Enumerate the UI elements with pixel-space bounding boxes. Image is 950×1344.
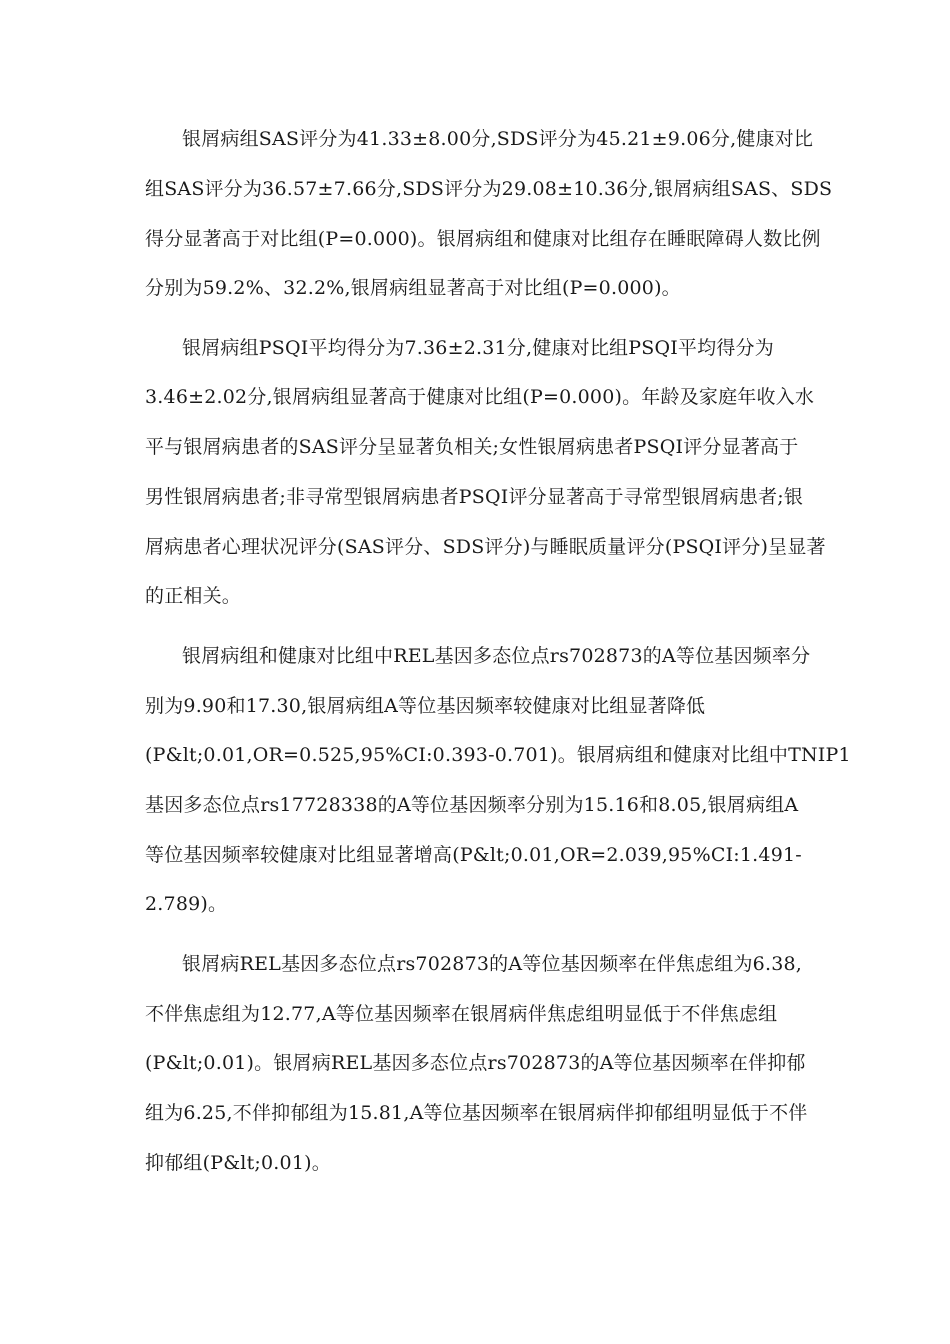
text-line: 3.46±2.02分,银屑病组显著高于健康对比组(P=0.000)。年龄及家庭年收入水 (145, 386, 815, 408)
text-line: 得分显著高于对比组(P=0.000)。银屑病组和健康对比组存在睡眠障碍人数比例 (145, 228, 821, 250)
text-line: 男性银屑病患者;非寻常型银屑病患者PSQI评分显著高于寻常型银屑病患者;银 (145, 486, 804, 508)
text-line: 2.789)。 (145, 893, 228, 915)
text-line: 基因多态位点rs17728338的A等位基因频率分别为15.16和8.05,银屑病组A (145, 794, 799, 816)
text-line: 分别为59.2%、32.2%,银屑病组显著高于对比组(P=0.000)。 (145, 277, 681, 299)
text-line: 银屑病组SAS评分为41.33±8.00分,SDS评分为45.21±9.06分,健康对比 (182, 128, 814, 150)
text-line: 银屑病组和健康对比组中REL基因多态位点rs702873的A等位基因频率分 (182, 645, 811, 667)
text-line: (P&lt;0.01)。银屑病REL基因多态位点rs702873的A等位基因频率在伴抑郁 (145, 1052, 806, 1074)
text-line: 银屑病REL基因多态位点rs702873的A等位基因频率在伴焦虑组为6.38, (182, 953, 803, 975)
text-line: 平与银屑病患者的SAS评分呈显著负相关;女性银屑病患者PSQI评分显著高于 (145, 436, 799, 458)
text-line: 不伴焦虑组为12.77,A等位基因频率在银屑病伴焦虑组明显低于不伴焦虑组 (145, 1003, 778, 1025)
text-line: 的正相关。 (145, 585, 242, 607)
text-line: 组为6.25,不伴抑郁组为15.81,A等位基因频率在银屑病伴抑郁组明显低于不伴 (145, 1102, 808, 1124)
text-line: 组SAS评分为36.57±7.66分,SDS评分为29.08±10.36分,银屑病组SAS、SDS (145, 178, 833, 200)
text-line: 等位基因频率较健康对比组显著增高(P&lt;0.01,OR=2.039,95%CI:1.491- (145, 844, 802, 866)
text-line: (P&lt;0.01,OR=0.525,95%CI:0.393-0.701)。银屑病组和健康对比组中TNIP1 (145, 744, 851, 766)
text-line: 别为9.90和17.30,银屑病组A等位基因频率较健康对比组显著降低 (145, 695, 706, 717)
text-line: 抑郁组(P&lt;0.01)。 (145, 1152, 331, 1174)
text-line: 银屑病组PSQI平均得分为7.36±2.31分,健康对比组PSQI平均得分为 (182, 337, 774, 359)
text-line: 屑病患者心理状况评分(SAS评分、SDS评分)与睡眠质量评分(PSQI评分)呈显著 (145, 536, 826, 558)
